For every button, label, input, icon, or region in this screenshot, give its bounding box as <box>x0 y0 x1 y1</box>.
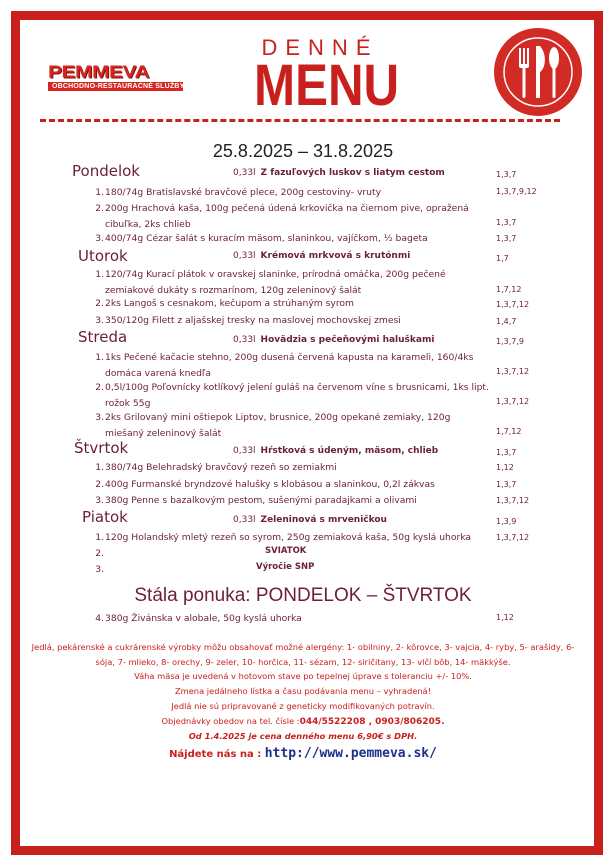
allergen-code: 1,3,7 <box>496 234 517 243</box>
menu-item: 2. 2ks Langoš s cesnakom, kečupom a strúhaným syrom <box>95 298 354 309</box>
menu-item: 3. 400/74g Cézar šalát s kuracím mäsom, slaninkou, vajíčkom, ½ bageta <box>95 233 428 244</box>
day-heading: Pondelok <box>72 162 140 180</box>
menu-item: 1. 120g Holandský mletý rezeň so syrom, 250g zemiaková kaša, 50g kyslá uhorka <box>95 532 472 543</box>
day-heading: Streda <box>78 328 128 346</box>
standing-offer-title: Stála ponuka: PONDELOK – ŠTVRTOK <box>134 585 472 606</box>
gmo-note: Jedlá nie sú pripravované z geneticky modifikovaných potravín. <box>171 701 435 711</box>
menu-item: 3. 380g Penne s bazalkovým pestom, sušenými paradajkami a olivami <box>95 495 417 506</box>
title-menu: MENU <box>254 53 400 118</box>
menu-item: 2. 400g Furmanské bryndzové halušky s klobásou a slaninkou, 0,2l zákvas <box>95 479 435 490</box>
holiday-label: SVIATOK <box>265 546 307 556</box>
menu-item: 2. 200g Hrachová kaša, 100g pečená údená krkovička na čiernom pive, opražená cibuľka, 2ks chlieb <box>95 203 469 230</box>
allergen-code: 1,3,7,12 <box>496 397 530 406</box>
menu-item: 1. 1ks Pečené kačacie stehno, 200g dusená červená kapusta na karameli, 160/4ks domáca varená knedľa <box>95 352 474 379</box>
menu-item: 1. 120/74g Kurací plátok v oravskej slaninke, prírodná omáčka, 200g pečené zemiakové dukáty s rozmarínom, 120g zeleninový šalát <box>95 269 446 296</box>
allergen-code: 1,3,7,9 <box>496 337 524 346</box>
price-note: Od 1.4.2025 je cena denného menu 6,90€ s DPH. <box>188 731 418 741</box>
day-heading: Utorok <box>78 247 128 265</box>
header-divider <box>40 119 560 122</box>
allergen-code: 1,3,7 <box>496 480 517 489</box>
orders-phone: 044/5522208 , 0903/806205. <box>299 717 445 727</box>
holiday-name: Výročie SNP <box>256 562 315 572</box>
allergen-code: 1,3,7 <box>496 170 517 179</box>
soup-line: 0,33l Hŕstková s údeným, mäsom, chlieb <box>233 446 439 456</box>
allergen-code: 1,4,7 <box>496 317 517 326</box>
website-line: Nájdete nás na : http://www.pemmeva.sk/ <box>169 746 437 761</box>
soup-line: 0,33l Zeleninová s mrveničkou <box>233 515 387 525</box>
menu-item: 1. 380/74g Belehradský bravčový rezeň so zemiakmi <box>95 462 337 473</box>
allergen-code: 1,3,7,12 <box>496 367 530 376</box>
allergen-code: 1,12 <box>496 613 514 622</box>
allergen-code: 1,3,9 <box>496 517 517 526</box>
day-heading: Piatok <box>82 508 128 526</box>
title-denne: DENNÉ <box>261 35 379 60</box>
soup-line: 0,33l Hovädzia s pečeňovými haluškami <box>233 335 435 345</box>
logo-subtitle: OBCHODNO-REŠTAURAČNÉ SLUŽBY <box>48 82 183 91</box>
menu-item: 3. 2ks Grilovaný mini oštiepok Liptov, brusnice, 200g opekané zemiaky, 120g miešaný zeleninový šalát <box>95 412 451 439</box>
allergen-code: 1,7,12 <box>496 427 522 436</box>
allergen-code: 1,3,7,9,12 <box>496 187 537 196</box>
website-link[interactable]: http://www.pemmeva.sk/ <box>264 746 437 761</box>
weight-note: Váha mäsa je uvedená v hotovom stave po tepelnej úprave s toleranciu +/- 10%. <box>134 671 472 681</box>
allergen-code: 1,12 <box>496 463 514 472</box>
allergen-code: 1,7,12 <box>496 285 522 294</box>
brand-logo <box>48 64 183 91</box>
allergen-code: 1,3,7,12 <box>496 533 530 542</box>
allergen-note: Jedlá, pekárenské a cukrárenské výrobky môžu obsahovať možné alergény: 1- obilniny, 2- kôrovce, 3- vajcia, 4- ryby, 5- arašidy, 6- sója, 7- mlieko, 8- orechy, 9- zeler, 10- horčica, 11- sézam, 12- siričitany, 13- vlčí bôb, 14- mäkkýše. <box>31 642 575 667</box>
allergen-code: 1,3,7,12 <box>496 300 530 309</box>
menu-item: 1. 180/74g Bratislavské bravčové plece, 200g cestoviny- vruty <box>95 187 382 198</box>
date-range: 25.8.2025 – 31.8.2025 <box>212 141 394 161</box>
day-heading: Štvrtok <box>74 439 129 457</box>
soup-line: 0,33l Krémová mrkvová s krutónmi <box>233 251 411 261</box>
menu-item: 4. 380g Živánska v alobale, 50g kyslá uhorka <box>95 613 302 624</box>
allergen-code: 1,3,7 <box>496 218 517 227</box>
allergen-code: 1,3,7 <box>496 448 517 457</box>
changes-note: Zmena jedálneho lístka a času podávania menu – vyhradená! <box>174 686 432 696</box>
cutlery-plate-icon <box>492 26 584 118</box>
allergen-code: 1,3,7,12 <box>496 496 530 505</box>
menu-item: 2. 0,5l/100g Poľovnícky kotlíkový jelení guláš na červenom víne s brusnicami, 1ks lipt. rožok 55g <box>95 382 489 409</box>
allergen-code: 1,7 <box>496 254 509 263</box>
menu-item: 3. 350/120g Filett z aljašskej tresky na maslovej mochovskej zmesi <box>95 315 401 326</box>
logo-name: PEMMEVA <box>48 62 150 82</box>
soup-line: 0,33l Z fazuľových luskov s liatym cestom <box>233 168 445 178</box>
orders-note: Objednávky obedov na tel. čísle :044/5522208 , 0903/806205. <box>161 716 445 727</box>
